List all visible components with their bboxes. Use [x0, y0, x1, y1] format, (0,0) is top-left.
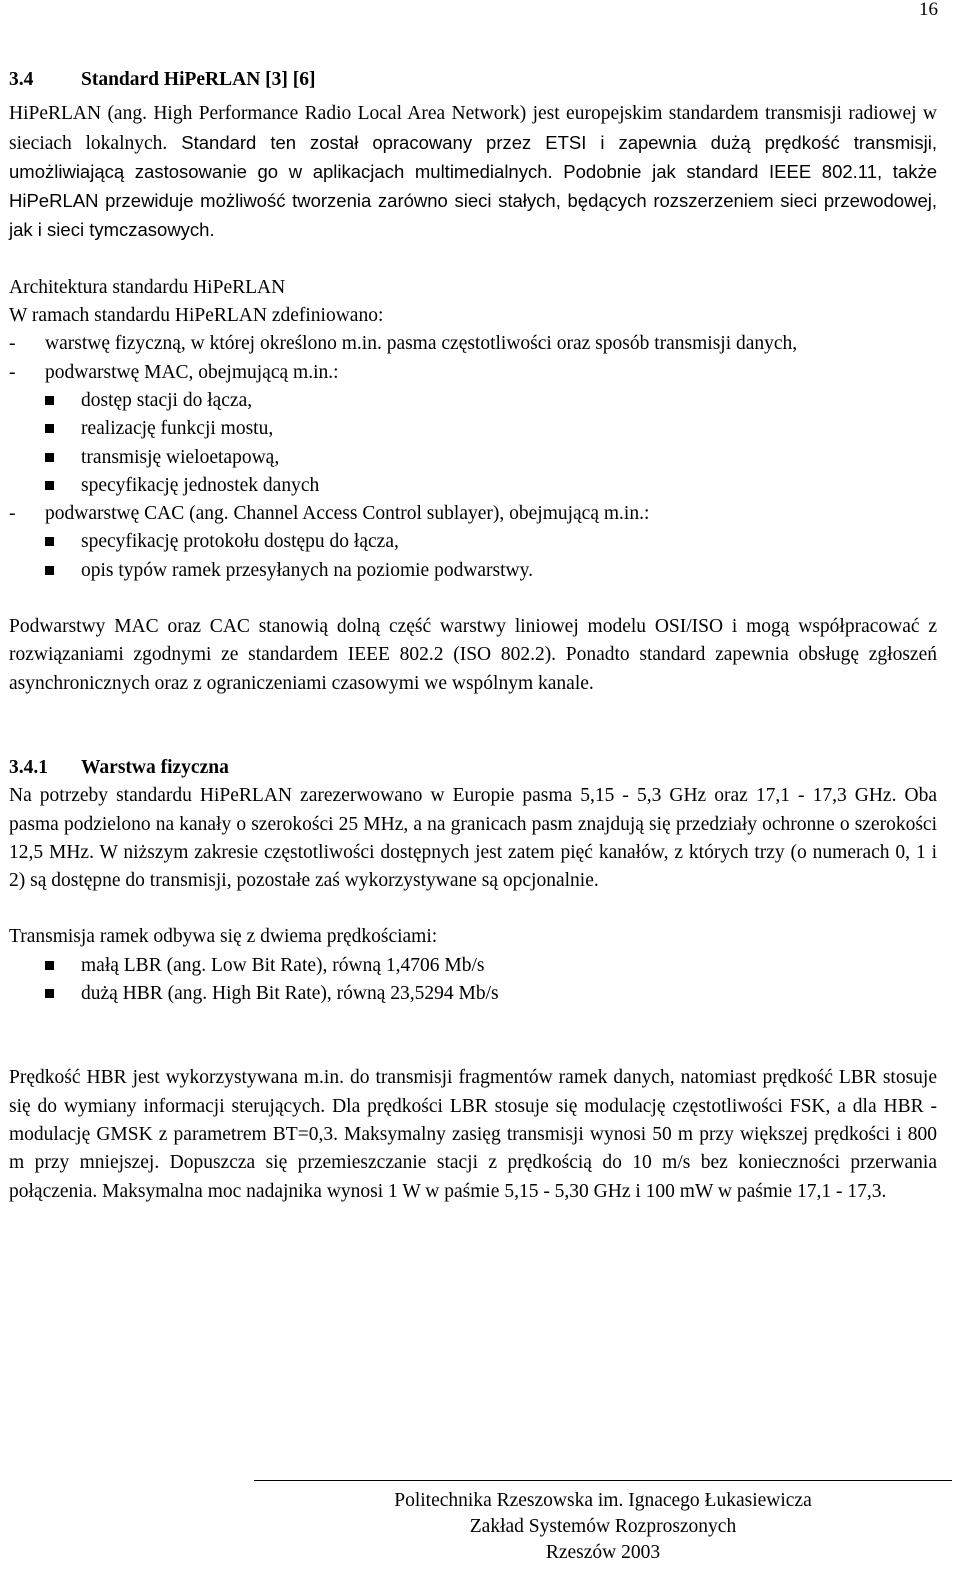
square-bullet-icon — [45, 961, 54, 970]
list-item-text: dużą HBR (ang. High Bit Rate), równą 23,5294 Mb/s — [81, 983, 499, 1005]
square-bullet-icon — [45, 453, 54, 462]
square-bullet-icon — [45, 566, 54, 575]
list-item-text: specyfikację protokołu dostępu do łącza, — [81, 531, 399, 553]
list-item — [9, 952, 937, 980]
layer-text: podwarstwę MAC, obejmującą m.in.: — [45, 361, 339, 383]
list-item-text: dostęp stacji do łącza, — [81, 389, 253, 411]
dash-marker: - — [9, 503, 16, 525]
square-bullet-icon — [45, 537, 54, 546]
list-item — [9, 980, 937, 1008]
list-item — [9, 557, 937, 585]
list-item-text: opis typów ramek przesyłanych na poziomie podwarstwy. — [81, 559, 533, 581]
architecture-intro: W ramach standardu HiPeRLAN zdefiniowano: — [9, 305, 384, 327]
footer — [254, 1488, 952, 1566]
layer-item — [9, 359, 937, 387]
band-paragraph: Na potrzeby standardu HiPeRLAN zarezerwowano w Europie pasma 5,15 - 5,3 GHz oraz 17,1 - 17,3 GHz. Oba pasma podzielono na kanały o szerokości 25 MHz, a na granicach pasm znajdują się przedziały ochronne o szerokości 12,5 MHz. W niższym zakresie częstotliwości dostępnych jest zatem pięć kanałów, z których trzy (o numerach 0, 1 i 2) są dostępne do transmisji, pozostałe zaś wykorzystywane są opcjonalnie. — [9, 785, 937, 892]
list-item — [9, 472, 937, 500]
subsection-title: Warstwa fizyczna — [81, 756, 229, 778]
footer-line: Politechnika Rzeszowska im. Ignacego Łukasiewicza — [394, 1490, 812, 1511]
list-item-text: specyfikację jednostek danych — [81, 474, 320, 496]
list-item — [9, 528, 937, 556]
subsection-heading — [9, 754, 937, 782]
section-title: Standard HiPeRLAN [3] [6] — [81, 69, 316, 90]
list-item-text: małą LBR (ang. Low Bit Rate), równą 1,4706 Mb/s — [81, 954, 485, 976]
section-number: 3.4 — [9, 69, 34, 90]
square-bullet-icon — [45, 989, 54, 998]
layer-item — [9, 500, 937, 528]
layer-text: podwarstwę CAC (ang. Channel Access Control sublayer), obejmującą m.in.: — [45, 503, 650, 525]
square-bullet-icon — [45, 424, 54, 433]
footer-line: Rzeszów 2003 — [545, 1542, 661, 1563]
document-body — [9, 66, 937, 1206]
list-item — [9, 387, 937, 415]
layer-item — [9, 330, 937, 358]
square-bullet-icon — [45, 481, 54, 490]
list-item — [9, 415, 937, 443]
list-item — [9, 444, 937, 472]
section-heading — [9, 66, 937, 94]
rates-intro: Transmisja ramek odbywa się z dwiema prędkościami: — [9, 926, 438, 948]
list-item-text: realizację funkcji mostu, — [81, 418, 274, 440]
dash-marker: - — [9, 333, 16, 355]
rates-paragraph: Prędkość HBR jest wykorzystywana m.in. do transmisji fragmentów ramek danych, natomiast prędkość LBR stosuje się do wymiany informacji sterujących. Dla prędkości LBR stosuje się modulację częstotliwości FSK, a dla HBR - modulację GMSK z parametrem BT=0,3. Maksymalny zasięg transmisji wynosi 50 m przy większej prędkości i 800 m przy mniejszej. Dopuszcza się przemieszczanie stacji z prędkością do 10 m/s bez konieczności przerwania połączenia. Maksymalna moc nadajnika wynosi 1 W w paśmie 5,15 - 5,30 GHz i 100 mW w paśmie 17,1 - 17,3. — [9, 1067, 937, 1202]
architecture-heading: Architektura standardu HiPeRLAN — [9, 276, 286, 298]
subsection-number: 3.4.1 — [9, 756, 48, 778]
square-bullet-icon — [45, 396, 54, 405]
dash-marker: - — [9, 361, 16, 383]
section-intro — [9, 100, 937, 245]
list-item-text: transmisję wieloetapową, — [81, 446, 280, 468]
summary-paragraph: Podwarstwy MAC oraz CAC stanowią dolną część warstwy liniowej modelu OSI/ISO i mogą współpracować z rozwiązaniami zgodnymi ze standardem IEEE 802.2 (ISO 802.2). Ponadto standard zapewnia obsługę zgłoszeń asynchronicznych oraz z ograniczeniami czasowymi we wspólnym kanale. — [9, 616, 937, 694]
intro-lead: HiPeRLAN (ang. High Performance Radio Local Area Network) jest europejskim standardem transmisji radiowej w sieciach lokalnych. — [9, 103, 937, 154]
layer-list — [9, 330, 937, 585]
layer-text: warstwę fizyczną, w której określono m.in. pasma częstotliwości oraz sposób transmisji danych, — [45, 333, 798, 355]
footer-divider — [254, 1480, 952, 1481]
footer-line: Zakład Systemów Rozproszonych — [469, 1516, 737, 1537]
page-number: 16 — [919, 0, 938, 20]
intro-rest: Standard ten został opracowany przez ETSI i zapewnia dużą prędkość transmisji, umożliwiającą zastosowanie go w aplikacjach multimedialnych. Podobnie jak standard IEEE 802.11, także HiPeRLAN przewiduje możliwość tworzenia zarówno sieci stałych, będących rozszerzeniem sieci przewodowej, jak i sieci tymczasowych. — [9, 131, 937, 241]
